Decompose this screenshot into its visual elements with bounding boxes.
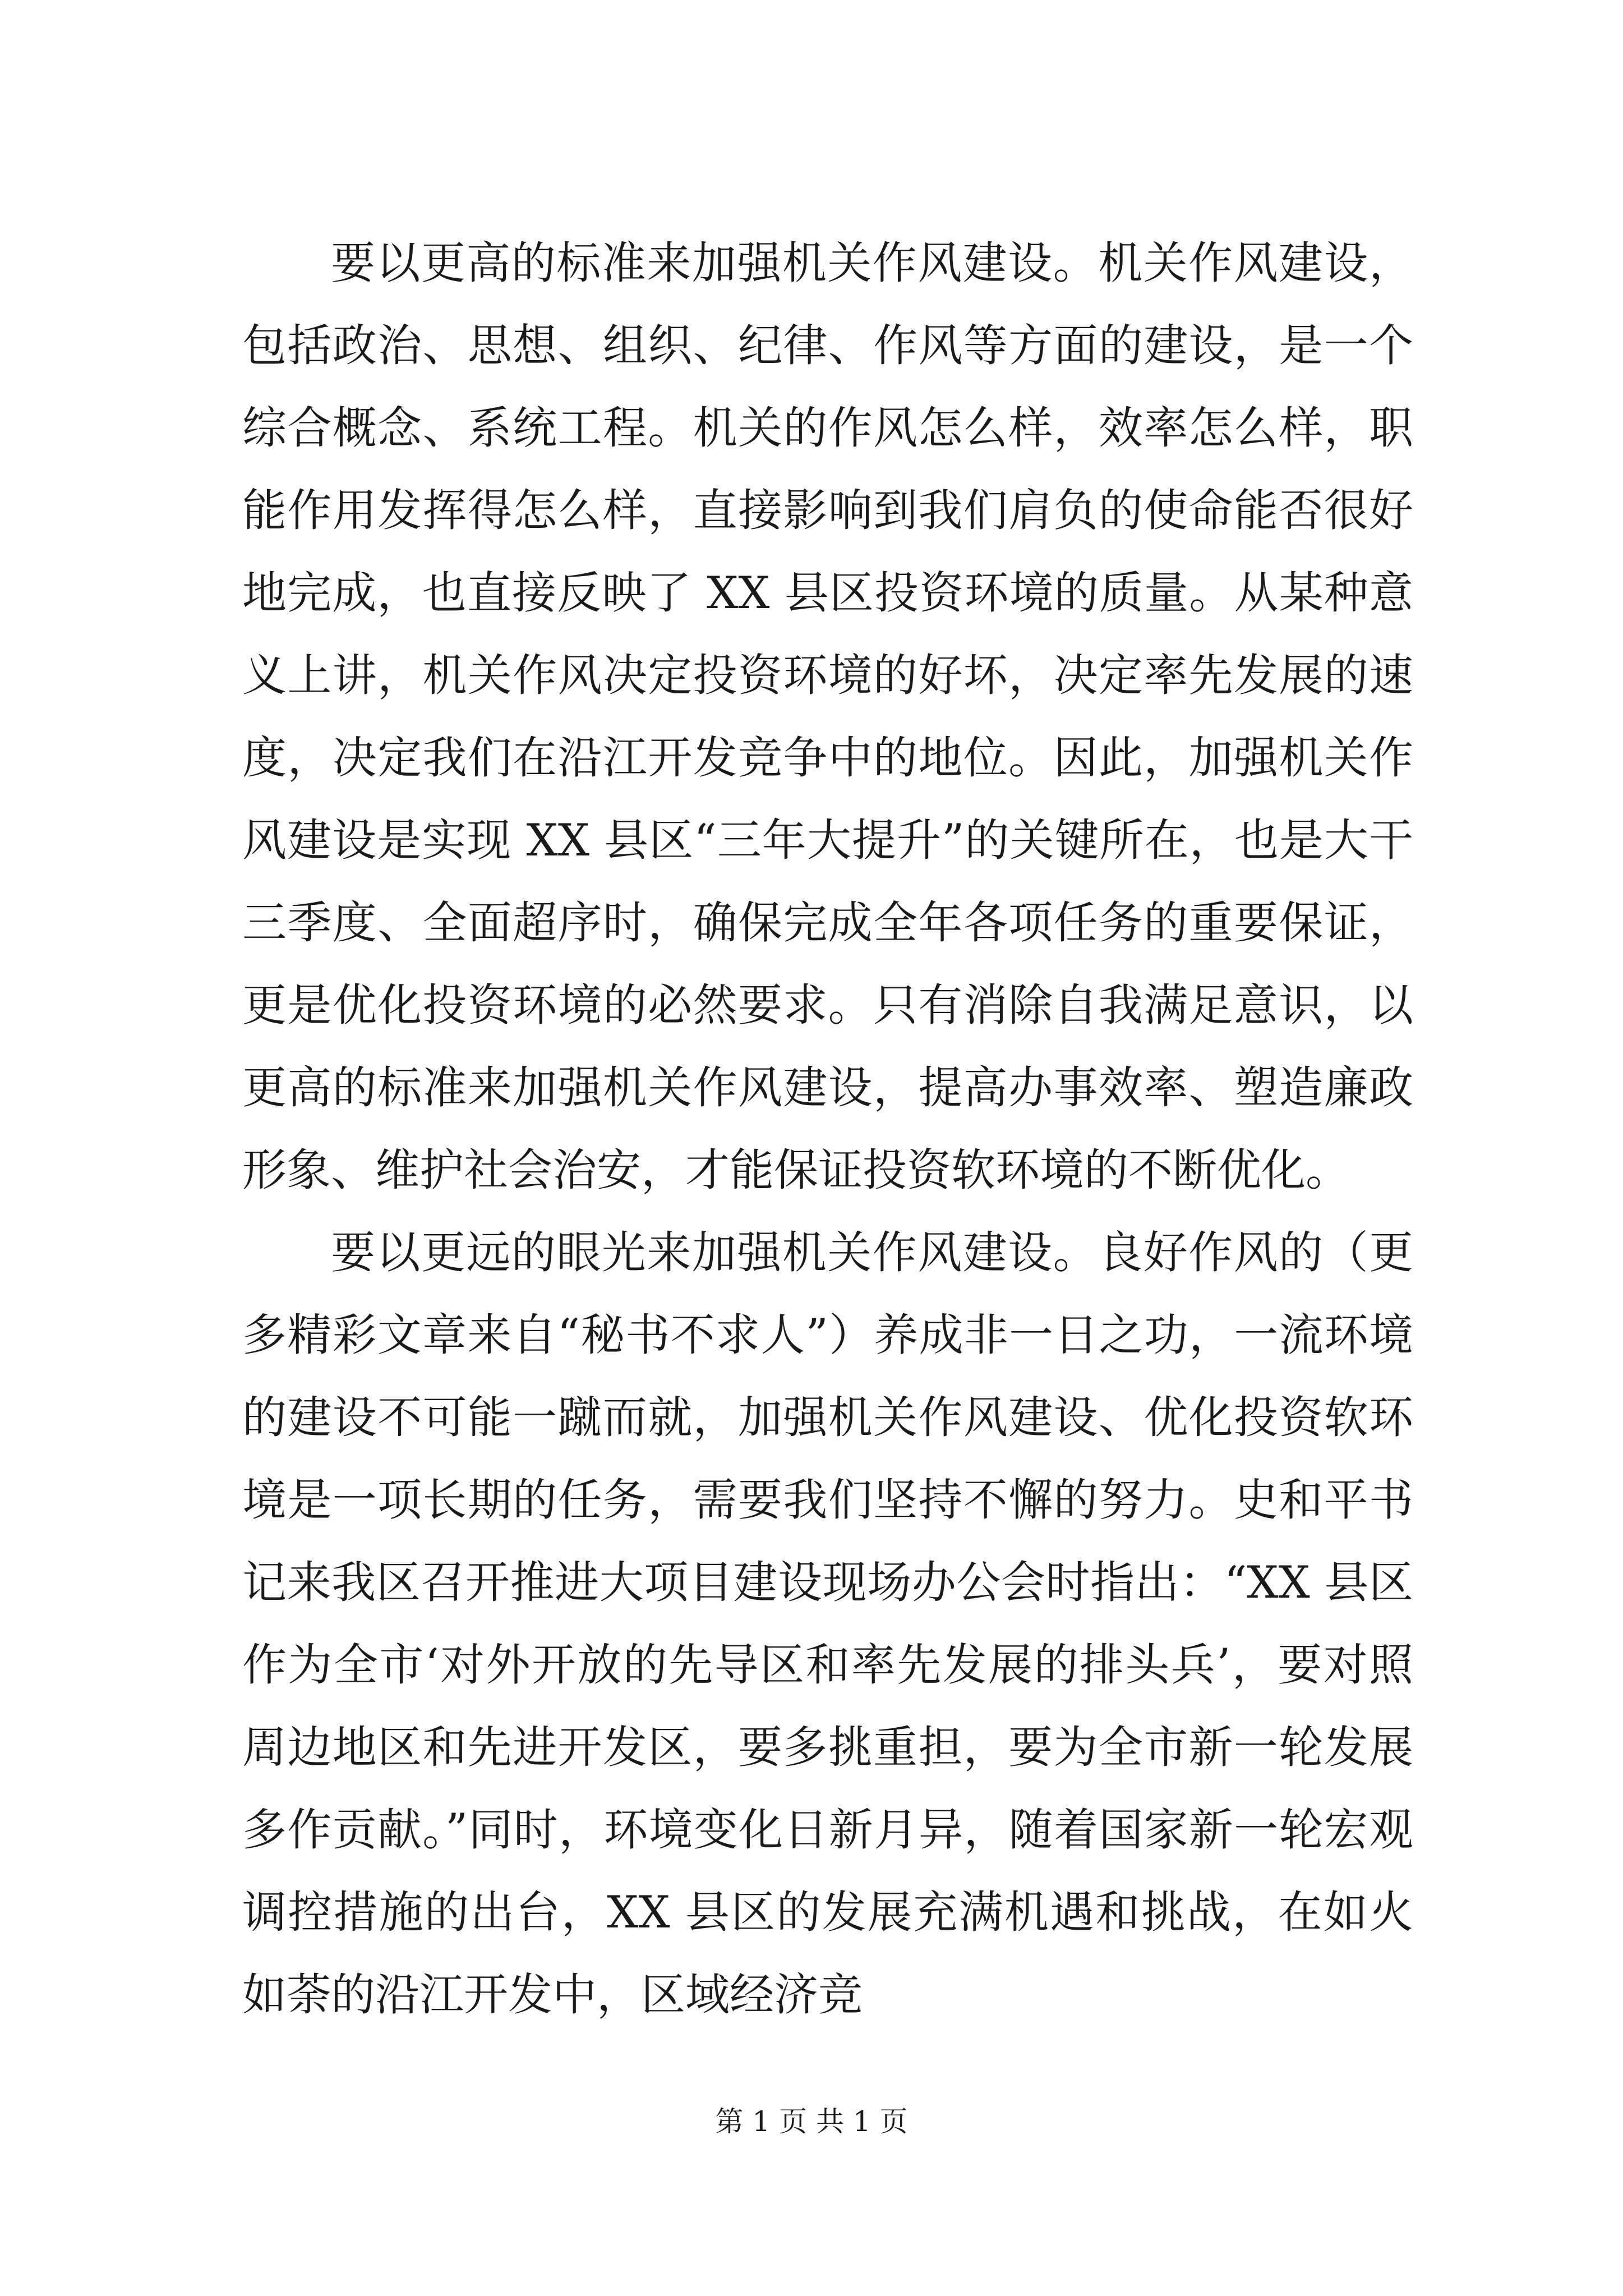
paragraph-1: 要以更高的标准来加强机关作风建设。机关作风建设，包括政治、思想、组织、纪律、作风等方面的建设，是一个综合概念、系统工程。机关的作风怎么样，效率怎么样，职能作用发挥得怎么样，直接影响到我们肩负的使命能否很好地完成，也直接反映了 XX 县区投资环境的质量。从某种意义上讲，机关作风决定投资环境的好坏，决定率先发展的速度，决定我们在沿江开发竞争中的地位。因此，加强机关作风建设是实现 XX 县区“三年大提升”的关键所在，也是大干三季度、全面超序时，确保完成全年各项任务的重要保证，更是优化投资环境的必然要求。只有消除自我满足意识，以更高的标准来加强机关作风建设，提高办事效率、塑造廉政形象、维护社会治安，才能保证投资软环境的不断优化。 [242, 237, 1413, 1196]
document-body [242, 222, 1413, 2036]
page-footer: 第 1 页 共 1 页 [715, 2105, 908, 2138]
paragraph-2: 要以更远的眼光来加强机关作风建设。良好作风的（更多精彩文章来自“秘书不求人”）养成非一日之功，一流环境的建设不可能一蹴而就，加强机关作风建设、优化投资软环境是一项长期的任务，需要我们坚持不懈的努力。史和平书记来我区召开推进大项目建设现场办公会时指出：“XX 县区作为全市‘对外开放的先导区和率先发展的排头兵’，要对照周边地区和先进开发区，要多挑重担，要为全市新一轮发展多作贡献。”同时，环境变化日新月异，随着国家新一轮宏观调控措施的出台，XX 县区的发展充满机遇和挑战，在如火如荼的沿江开发中，区域经济竞 [242, 1227, 1413, 2021]
